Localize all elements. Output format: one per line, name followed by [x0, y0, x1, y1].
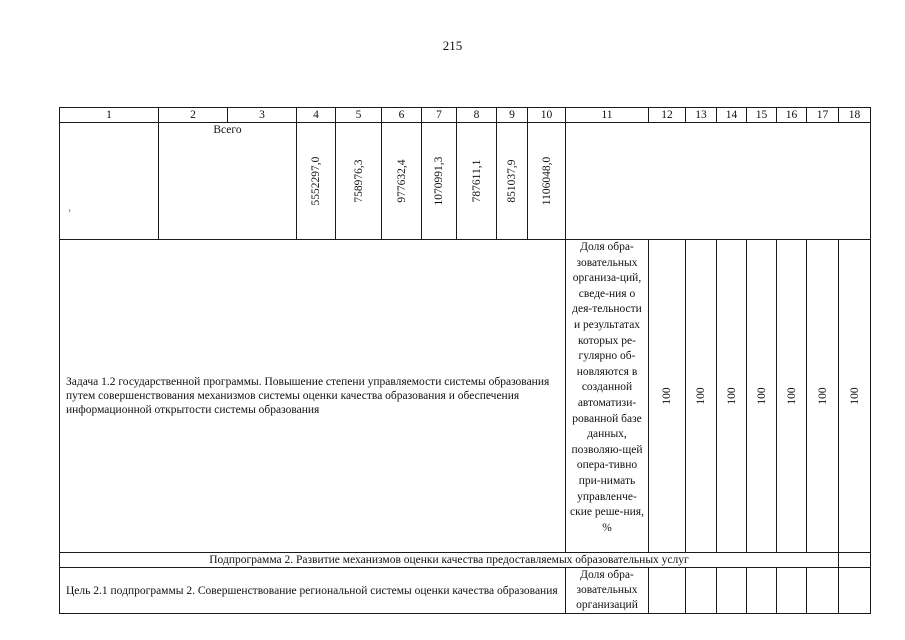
total-label: Всего — [159, 123, 297, 240]
goal-value-cell — [747, 568, 777, 614]
goal-value-cell — [717, 568, 747, 614]
total-value: 787611,1 — [470, 159, 483, 203]
task-value-cell — [807, 240, 839, 553]
goal-description: Цель 2.1 подпрограммы 2. Совершенствование региональной системы оценки качества образования — [60, 568, 566, 614]
task-value: 100 — [755, 387, 768, 405]
total-value-cell — [528, 123, 566, 240]
task-value-cell — [747, 240, 777, 553]
header-cell: 2 — [159, 108, 228, 123]
header-cell: 16 — [777, 108, 807, 123]
task-value-cell — [777, 240, 807, 553]
task-value: 100 — [661, 387, 673, 405]
total-row — [60, 123, 871, 240]
header-cell: 15 — [747, 108, 777, 123]
total-value: 1106048,0 — [540, 156, 553, 206]
header-cell: 13 — [686, 108, 717, 123]
goal-value-cell — [777, 568, 807, 614]
header-cell: 1 — [60, 108, 159, 123]
task-value: 100 — [695, 387, 707, 405]
total-value-cell — [336, 123, 382, 240]
header-cell: 17 — [807, 108, 839, 123]
goal-value-cell — [807, 568, 839, 614]
total-value-cell — [497, 123, 528, 240]
task-description: Задача 1.2 государственной программы. Повышение степени управляемости системы образования путем совершенствования механизмов системы оценки качества образования и обеспечения информационной открытости системы образования — [60, 240, 566, 553]
subprogram-title: Подпрограмма 2. Развитие механизмов оценки качества предоставляемых образовательных услуг — [60, 553, 839, 568]
task-row — [60, 240, 871, 553]
header-cell: 9 — [497, 108, 528, 123]
task-indicator: Доля обра-зовательных организа-ций, сведе-ния о дея-тельности и результатах которых ре-гулярно об-новляются в созданной автоматизи-рованной базе данных, позволяю-щей опера-тивно при-нимать управленче-ские реше-ния, % — [566, 240, 649, 553]
header-cell: 8 — [457, 108, 497, 123]
header-cell: 18 — [839, 108, 871, 123]
goal-value-cell — [686, 568, 717, 614]
total-empty-indicators — [566, 123, 871, 240]
header-cell: 6 — [382, 108, 422, 123]
total-value: 1070991,3 — [433, 156, 445, 206]
total-value-cell — [422, 123, 457, 240]
header-cell: 3 — [228, 108, 297, 123]
header-cell: 11 — [566, 108, 649, 123]
header-cell: 14 — [717, 108, 747, 123]
task-value: 100 — [816, 387, 829, 405]
indicators-table — [59, 107, 871, 614]
task-value: 100 — [725, 387, 738, 405]
page-number: 215 — [442, 38, 463, 53]
subprogram-empty-cell — [839, 553, 871, 568]
header-cell: 12 — [649, 108, 686, 123]
total-value-cell — [457, 123, 497, 240]
header-cell: 5 — [336, 108, 382, 123]
task-value-cell — [686, 240, 717, 553]
goal-value-cell — [649, 568, 686, 614]
total-value-cell — [382, 123, 422, 240]
goal-row — [60, 568, 871, 614]
total-empty-cell: › — [60, 123, 159, 240]
total-value: 5552297,0 — [310, 156, 322, 206]
total-value: 851037,9 — [506, 159, 518, 203]
task-value-cell — [717, 240, 747, 553]
goal-value-cell — [839, 568, 871, 614]
header-row — [60, 108, 871, 123]
subprogram-row — [60, 553, 871, 568]
task-value: 100 — [785, 387, 798, 405]
header-cell: 4 — [297, 108, 336, 123]
total-value-cell — [297, 123, 336, 240]
task-value: 100 — [848, 387, 861, 405]
task-value-cell — [839, 240, 871, 553]
total-value: 758976,3 — [352, 159, 365, 203]
goal-indicator: Доля обра-зовательных организаций — [566, 568, 649, 614]
header-cell: 10 — [528, 108, 566, 123]
total-value: 977632,4 — [395, 159, 408, 203]
header-cell: 7 — [422, 108, 457, 123]
task-value-cell — [649, 240, 686, 553]
